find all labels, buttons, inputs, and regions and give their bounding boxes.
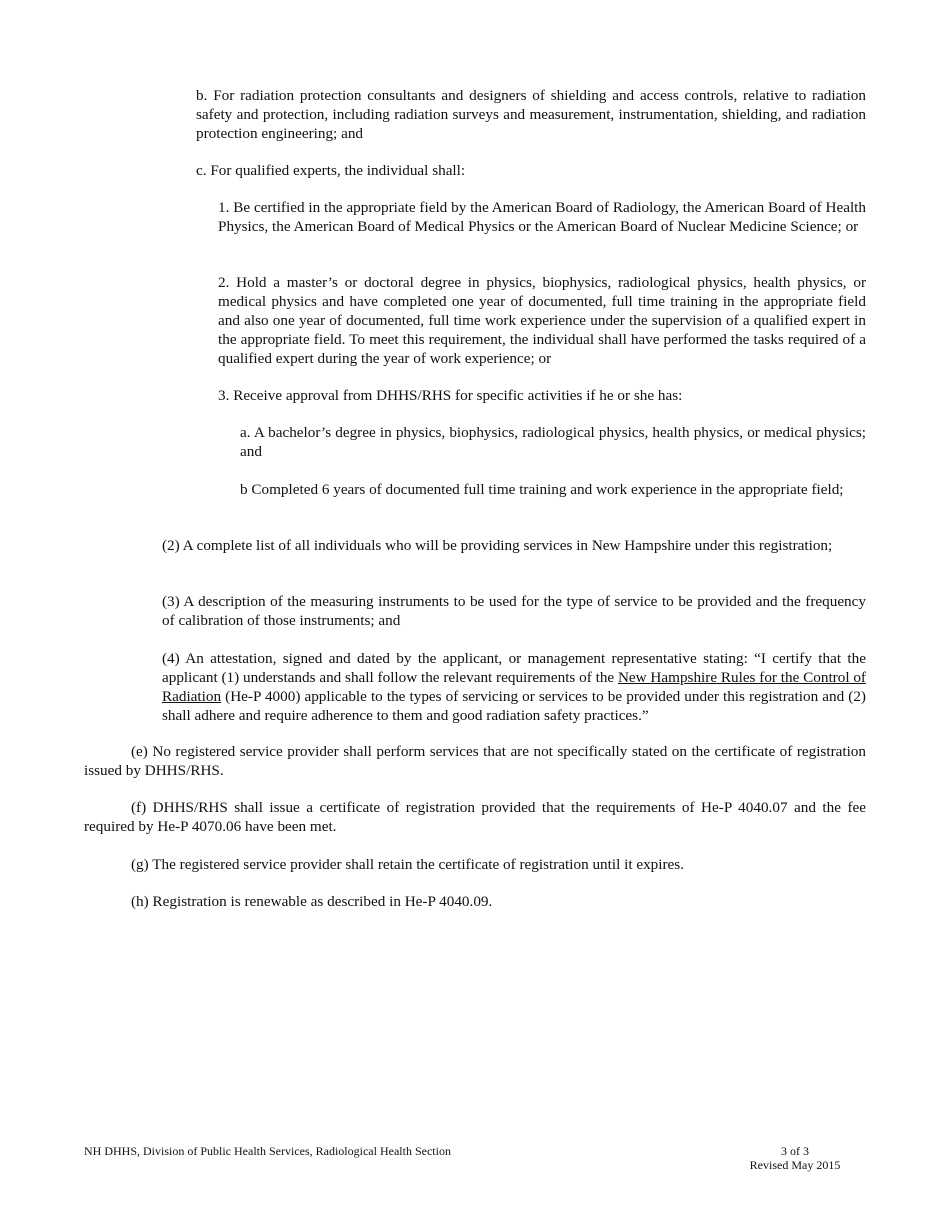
paragraph-f: (f) DHHS/RHS shall issue a certificate of registration provided that the requirements of He-P 4040.07 and the fee required by He-P 4070.06 have been met. [84, 799, 866, 835]
paragraph-b-radiation-protection: b. For radiation protection consultants and designers of shielding and access controls, relative to radiation safety and protection, including radiation surveys and measurement, instrumentation, shielding, and radiation protection engineering; and [196, 87, 866, 142]
paragraph-e: (e) No registered service provider shall perform services that are not specifically stated on the certificate of registration issued by DHHS/RHS. [84, 743, 866, 779]
rules-reference: New Hampshire Rules for the Control of Radiation [162, 669, 866, 705]
footer-page-info [740, 1144, 850, 1172]
paragraph-c1-certification: 1. Be certified in the appropriate field by the American Board of Radiology, the American Board of Health Physics, the American Board of Medical Physics or the American Board of Nuclear Medicine Science; or [218, 199, 866, 235]
paragraph-c3a-bachelor: a. A bachelor’s degree in physics, biophysics, radiological physics, health physics, or medical physics; and [240, 424, 866, 460]
attestation-text-end: (He-P 4000) applicable to the types of servicing or services to be provided under this registration and (2) shall adhere and require adherence to them and good radiation safety practices.” [162, 688, 866, 724]
paragraph-c3b-experience: b Completed 6 years of documented full time training and work experience in the appropriate field; [240, 481, 844, 498]
attestation-text-start: (4) An attestation, signed and dated by the applicant, or management representative stating: “I certify that the applicant (1) understands and shall follow the relevant requirements of the [162, 650, 866, 686]
paragraph-item-3: (3) A description of the measuring instruments to be used for the type of service to be provided and the frequency of calibration of those instruments; and [162, 593, 866, 629]
paragraph-c2-degree: 2. Hold a master’s or doctoral degree in physics, biophysics, radiological physics, health physics, or medical physics and have completed one year of documented, full time training in the appropriate field and also one year of documented, full time work experience under the supervision of a qualified expert in the appropriate field. To meet this requirement, the individual shall have performed the tasks required of a qualified expert during the year of work experience; or [218, 274, 866, 367]
footer-organization: NH DHHS, Division of Public Health Services, Radiological Health Section [84, 1144, 451, 1158]
paragraph-g: (g) The registered service provider shall retain the certificate of registration until it expires. [131, 856, 685, 873]
paragraph-h: (h) Registration is renewable as described in He-P 4040.09. [131, 893, 493, 910]
page-number: 3 of 3 [781, 1144, 809, 1158]
paragraph-item-2: (2) A complete list of all individuals who will be providing services in New Hampshire under this registration; [162, 537, 833, 554]
paragraph-c-qualified-experts: c. For qualified experts, the individual shall: [196, 162, 466, 179]
revision-date: Revised May 2015 [749, 1158, 841, 1172]
paragraph-c3-approval: 3. Receive approval from DHHS/RHS for specific activities if he or she has: [218, 387, 683, 404]
paragraph-item-4-attestation [162, 649, 866, 725]
